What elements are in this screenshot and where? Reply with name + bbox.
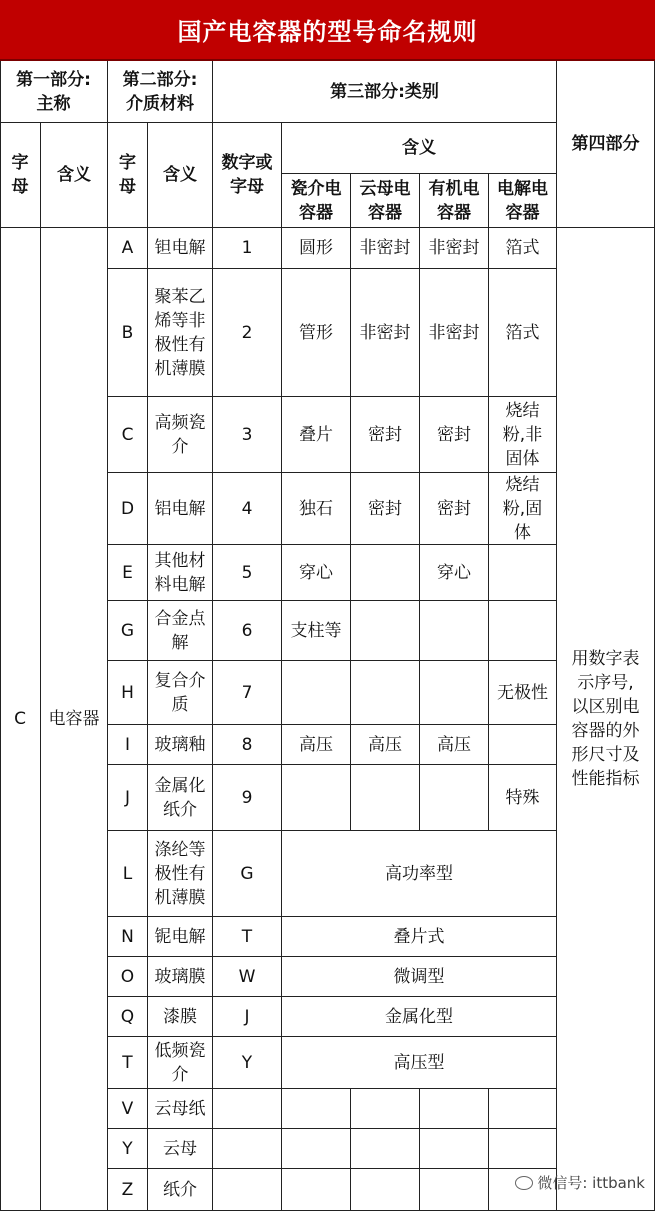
material-meaning [148,1169,213,1211]
category-code [213,397,282,473]
material-letter [108,397,148,473]
category-ceramic [282,601,351,661]
material-meaning [148,601,213,661]
category-span [282,917,557,957]
header-part1 [0,61,108,123]
category-code-text: 8 [241,734,253,755]
category-code-text: 5 [241,562,253,583]
category-code [213,601,282,661]
material-meaning [148,831,213,917]
category-electrolytic [489,473,557,545]
material-meaning [148,397,213,473]
category-organic [420,661,489,725]
material-meaning-text: 云母纸 [154,1098,206,1119]
category-organic [420,1089,489,1129]
category-code [213,997,282,1037]
material-meaning [148,997,213,1037]
category-mica [351,473,420,545]
category-mica [351,269,420,397]
header-part4-text: 第四部分 [571,134,640,154]
header-part1-text: 第一部分: 主称 [16,69,91,114]
category-organic-text: 穿心 [437,562,471,583]
material-meaning [148,545,213,601]
category-code [213,957,282,997]
material-letter-text: Y [122,1138,133,1159]
category-electrolytic [489,228,557,269]
material-letter-text: B [121,322,134,343]
category-electrolytic [489,1129,557,1169]
category-organic [420,269,489,397]
category-electrolytic-text: 烧结 粉,非 固体 [502,400,543,469]
category-code [213,765,282,831]
material-letter [108,765,148,831]
category-ceramic [282,765,351,831]
material-meaning [148,725,213,765]
category-code-text: 3 [241,424,253,445]
category-organic-text: 高压 [437,734,471,755]
category-electrolytic [489,269,557,397]
category-organic [420,1169,489,1211]
category-mica [351,725,420,765]
category-code [213,1037,282,1089]
category-code-text: 6 [241,620,253,641]
category-code-text: 4 [241,498,253,519]
material-meaning-text: 钽电解 [154,238,206,258]
category-organic-text: 密封 [437,498,471,519]
category-ceramic-text: 叠片 [299,424,333,445]
header-letter-2 [108,123,148,228]
category-code-text: 7 [241,682,253,703]
category-ceramic-text: 高压 [299,734,333,755]
header-meaning-2 [148,123,213,228]
material-meaning-text: 铌电解 [154,926,206,947]
material-letter-text: L [122,863,133,884]
category-electrolytic-text: 特殊 [505,787,540,808]
category-span-text: 微调型 [393,966,445,987]
material-letter [108,661,148,725]
category-span-text: 高压型 [393,1052,445,1073]
material-meaning-text: 金属化 纸介 [154,775,206,820]
category-code [213,917,282,957]
category-mica-text: 密封 [368,498,402,519]
material-meaning [148,1037,213,1089]
category-code [213,545,282,601]
category-mica [351,661,420,725]
material-meaning-text: 玻璃膜 [154,966,206,987]
material-letter [108,917,148,957]
category-ceramic [282,545,351,601]
category-code [213,661,282,725]
header-letter-2-text: 字 母 [119,153,136,197]
header-mica-text: 云母电 容器 [359,178,411,223]
material-letter-text: D [120,498,135,519]
material-letter [108,1169,148,1211]
wechat-icon [515,1176,533,1190]
material-meaning-text: 云母 [163,1138,197,1159]
material-letter-text: A [121,238,134,258]
category-mica [351,545,420,601]
category-electrolytic-text: 箔式 [505,322,540,343]
watermark-text: 微信号: ittbank [537,1174,645,1192]
material-letter-text: O [120,966,135,987]
watermark [515,1172,645,1193]
category-span [282,1037,557,1089]
category-organic [420,1129,489,1169]
material-meaning-text: 低频瓷 介 [154,1040,206,1085]
material-letter [108,601,148,661]
category-mica-text: 密封 [368,424,402,445]
material-meaning-text: 铝电解 [154,498,206,519]
category-span [282,997,557,1037]
material-letter-text: I [124,734,130,755]
material-meaning-text: 其他材 料电解 [154,550,206,595]
category-organic-text: 密封 [437,424,471,445]
header-letter-1-text: 字 母 [11,153,29,197]
material-letter-text: N [121,926,134,947]
material-letter-text: J [124,787,130,808]
header-meaning-2-text: 含义 [163,165,197,185]
material-letter-text: Q [120,1006,135,1027]
header-ceramic-text: 瓷介电 容器 [290,178,342,223]
part1-meaning [41,228,108,1211]
category-code [213,1169,282,1211]
material-letter [108,831,148,917]
category-organic-text: 非密封 [428,238,480,258]
material-letter [108,1037,148,1089]
part1-meaning-text: 电容器 [48,709,100,729]
material-letter [108,725,148,765]
category-code-text: G [240,863,254,884]
material-letter [108,228,148,269]
part4-description-text: 用数字表 示序号, 以区别电 容器的外 形尺寸及 性能指标 [571,649,640,789]
category-electrolytic-text: 无极性 [497,682,548,703]
category-mica-text: 非密封 [359,322,411,343]
category-electrolytic [489,601,557,661]
category-ceramic-text: 独石 [299,498,333,519]
header-part3 [213,61,557,123]
category-code [213,831,282,917]
material-letter-text: E [122,562,133,583]
material-meaning [148,228,213,269]
category-ceramic-text: 管形 [299,322,333,343]
category-mica [351,1089,420,1129]
header-meaning-3 [282,123,557,174]
material-meaning [148,661,213,725]
category-code-text: 9 [241,787,253,808]
material-letter-text: H [121,682,134,703]
category-mica-text: 非密封 [359,238,411,258]
material-letter [108,473,148,545]
material-letter-text: G [120,620,135,641]
category-electrolytic [489,545,557,601]
category-ceramic [282,1169,351,1211]
category-span-text: 叠片式 [393,926,445,947]
material-letter [108,997,148,1037]
category-code [213,228,282,269]
category-electrolytic-text: 箔式 [505,238,540,258]
header-ceramic [282,174,351,228]
category-ceramic [282,269,351,397]
category-electrolytic [489,397,557,473]
category-mica-text: 高压 [368,734,402,755]
category-organic [420,473,489,545]
material-letter-text: V [121,1098,134,1119]
category-organic-text: 非密封 [428,322,480,343]
header-part3-text: 第三部分:类别 [330,81,439,102]
material-meaning-text: 纸介 [163,1179,197,1200]
category-organic [420,545,489,601]
material-meaning-text: 聚苯乙 烯等非 极性有 机薄膜 [154,286,206,379]
category-mica [351,601,420,661]
category-ceramic [282,473,351,545]
header-electrolytic-text: 电解电 容器 [497,178,548,223]
material-letter [108,269,148,397]
category-code [213,473,282,545]
material-letter-text: T [122,1052,133,1073]
category-electrolytic [489,765,557,831]
category-electrolytic-text: 烧结 粉,固 体 [502,474,543,543]
material-meaning [148,765,213,831]
header-organic-text: 有机电 容器 [428,178,480,223]
material-meaning [148,1129,213,1169]
category-organic [420,765,489,831]
header-electrolytic [489,174,557,228]
category-code [213,1089,282,1129]
material-meaning [148,917,213,957]
material-meaning [148,957,213,997]
category-ceramic-text: 支柱等 [290,620,342,641]
header-letter-1 [0,123,41,228]
category-ceramic-text: 穿心 [299,562,333,583]
category-code-text: Y [241,1052,253,1073]
category-code-text: T [241,926,253,947]
category-electrolytic [489,1089,557,1129]
header-organic [420,174,489,228]
material-letter [108,1089,148,1129]
material-letter-text: Z [121,1179,134,1200]
material-meaning-text: 玻璃釉 [154,734,206,755]
category-code [213,1129,282,1169]
category-mica [351,397,420,473]
category-code-text: J [244,1006,250,1027]
category-electrolytic [489,725,557,765]
material-meaning [148,269,213,397]
category-span-text: 金属化型 [385,1006,453,1027]
category-code [213,725,282,765]
category-mica [351,765,420,831]
header-num-or-letter-text: 数字或 字母 [221,153,273,197]
header-part2-text: 第二部分: 介质材料 [122,69,198,114]
material-meaning [148,1089,213,1129]
table-title: 国产电容器的型号命名规则 [0,0,655,61]
category-code-text: 1 [241,238,253,258]
material-meaning-text: 合金点 解 [154,608,206,653]
category-code-text: 2 [241,322,253,343]
material-meaning [148,473,213,545]
category-organic [420,228,489,269]
part4-description [557,228,655,1211]
category-span [282,957,557,997]
material-meaning-text: 涤纶等 极性有 机薄膜 [154,839,206,908]
category-mica [351,1169,420,1211]
part1-letter [0,228,41,1211]
header-meaning-1-text: 含义 [57,165,91,185]
category-ceramic [282,725,351,765]
material-letter [108,957,148,997]
material-meaning-text: 高频瓷 介 [154,412,206,457]
header-meaning-1 [41,123,108,228]
material-letter-text: C [121,424,134,445]
category-electrolytic [489,661,557,725]
category-ceramic [282,397,351,473]
header-part2 [108,61,213,123]
category-organic [420,601,489,661]
category-mica [351,228,420,269]
category-code [213,269,282,397]
header-meaning-3-text: 含义 [402,138,436,158]
part1-letter-text: C [14,709,26,729]
category-organic [420,397,489,473]
category-ceramic-text: 圆形 [299,238,333,258]
material-letter [108,545,148,601]
material-meaning-text: 复合介 质 [154,670,206,715]
category-code-text: W [238,966,256,987]
category-organic [420,725,489,765]
header-part4 [557,61,655,228]
header-mica [351,174,420,228]
category-ceramic [282,1129,351,1169]
header-num-or-letter [213,123,282,228]
category-span [282,831,557,917]
category-ceramic [282,661,351,725]
category-ceramic [282,1089,351,1129]
material-meaning-text: 漆膜 [163,1006,197,1027]
category-span-text: 高功率型 [385,863,453,884]
category-mica [351,1129,420,1169]
category-ceramic [282,228,351,269]
material-letter [108,1129,148,1169]
